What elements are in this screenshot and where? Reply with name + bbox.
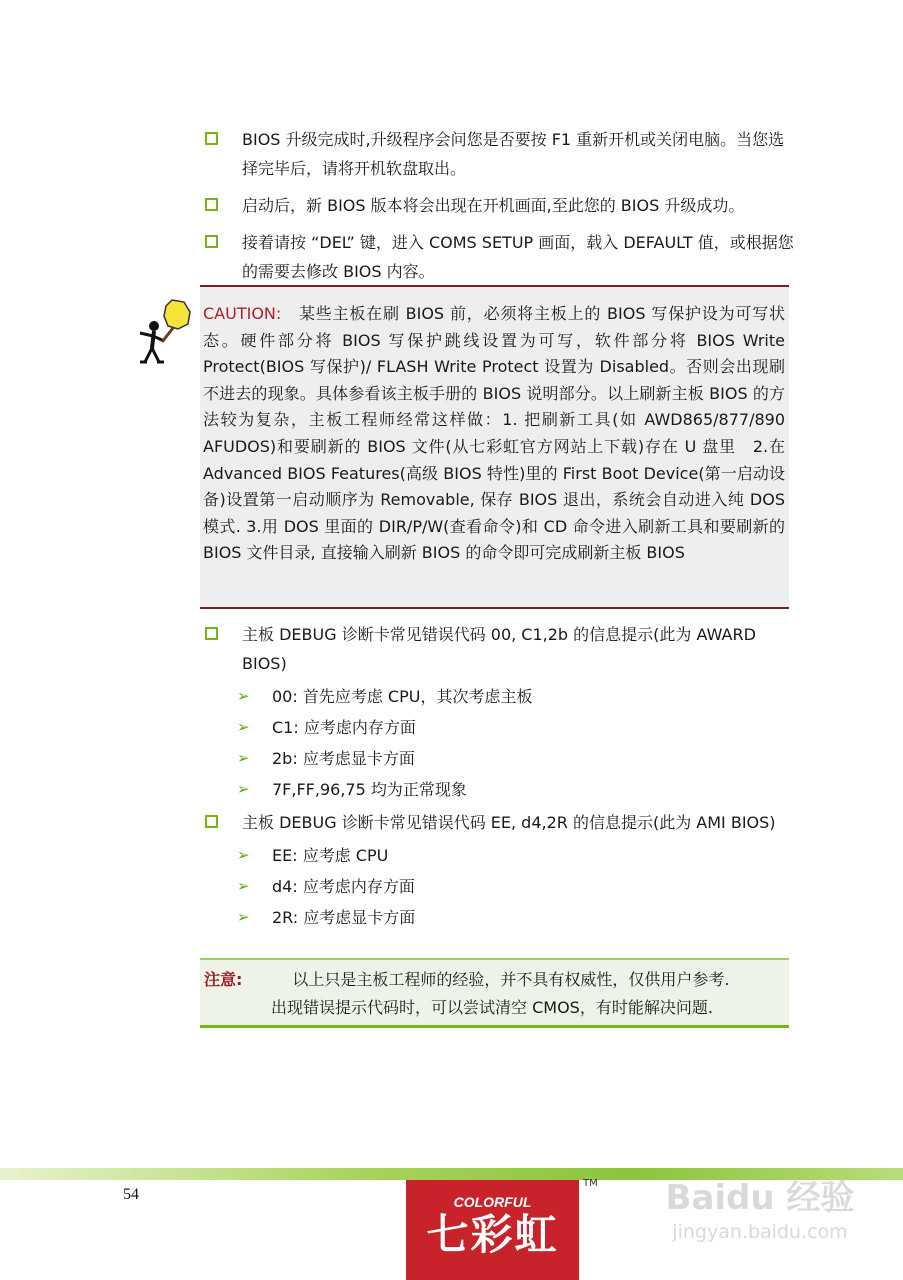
caution-text: 某些主板在刷 BIOS 前，必须将主板上的 BIOS 写保护设为可写状态。硬件部分将 BIOS 写保护跳线设置为可写，软件部分将 BIOS Write Protect(BIOS 写保护)/ FLASH Write Protect 设置为 Disabled。否则会出现刷不进去的现象。具体参看该主板手册的 BIOS 说明部分。以上刷新主板 BIOS 的方法较为复杂，主板工程师经常这样做：1. 把刷新工具(如 AWD865/877/890 AFUDOS)和要刷新的 BIOS 文件(从七彩虹官方网站上下载)存在 U 盘里 2.在 Advanced BIOS Features(高级 BIOS 特性)里的 First Boot Device(第一启动设备)设置第一启动顺序为 Removable, 保存 BIOS 退出，系统会自动进入纯 DOS 模式. 3.用 DOS 里面的 DIR/P/W(查看命令)和 CD 命令进入刷新工具和要刷新的 BIOS 文件目录, 直接输入刷新 BIOS 的命令即可完成刷新主板 BIOS xyxy=(203,304,785,563)
debug-code-text: C1: 应考虑内存方面 xyxy=(272,718,416,737)
list-item xyxy=(205,125,797,183)
checkbox-square-icon xyxy=(205,627,218,640)
list-item xyxy=(205,840,797,871)
checkbox-square-icon xyxy=(205,815,218,828)
list-item-text: 接着请按 “DEL” 键，进入 COMS SETUP 画面，载入 DEFAULT 值，或根据您的需要去修改 BIOS 内容。 xyxy=(242,233,794,281)
note-line-1 xyxy=(204,966,785,994)
list-item-text: 启动后，新 BIOS 版本将会出现在开机画面,至此您的 BIOS 升级成功。 xyxy=(242,196,745,215)
top-bullet-list xyxy=(205,125,797,286)
arrow-right-icon: ➢ xyxy=(237,749,250,767)
debug-code-text: EE: 应考虑 CPU xyxy=(272,846,389,865)
logo-chinese-text: 七彩虹 xyxy=(426,1210,559,1259)
debug-ami-list xyxy=(205,808,797,933)
colorful-logo xyxy=(406,1180,579,1280)
list-item xyxy=(205,712,797,743)
caution-box xyxy=(200,285,789,609)
note-text-2: 出现错误提示代码时，可以尝试清空 CMOS，有时能解决问题. xyxy=(271,998,713,1017)
page-number: 54 xyxy=(123,1186,139,1203)
arrow-right-icon: ➢ xyxy=(237,780,250,798)
note-line-2 xyxy=(204,994,785,1022)
debug-code-text: 00: 首先应考虑 CPU，其次考虑主板 xyxy=(272,687,533,706)
arrow-right-icon: ➢ xyxy=(237,846,250,864)
baidu-watermark xyxy=(640,1150,880,1260)
debug-code-text: 2R: 应考虑显卡方面 xyxy=(272,908,416,927)
note-box xyxy=(200,958,789,1028)
arrow-right-icon: ➢ xyxy=(237,908,250,926)
debug-code-text: 2b: 应考虑显卡方面 xyxy=(272,749,415,768)
checkbox-square-icon xyxy=(205,235,218,248)
debug-code-text: d4: 应考虑内存方面 xyxy=(272,877,415,896)
arrow-right-icon: ➢ xyxy=(237,687,250,705)
list-item xyxy=(205,871,797,902)
debug-award-title: 主板 DEBUG 诊断卡常见错误代码 00, C1,2b 的信息提示(此为 AWARD BIOS) xyxy=(242,625,756,673)
list-item xyxy=(205,228,797,286)
list-item xyxy=(205,191,797,220)
note-text-1: 以上只是主板工程师的经验，并不具有权威性，仅供用户参考. xyxy=(292,970,730,989)
caution-figure-icon xyxy=(128,298,198,368)
arrow-right-icon: ➢ xyxy=(237,877,250,895)
note-label: 注意: xyxy=(204,970,243,989)
debug-award-list xyxy=(205,620,797,805)
arrow-right-icon: ➢ xyxy=(237,718,250,736)
debug-code-text: 7F,FF,96,75 均为正常现象 xyxy=(272,780,467,799)
logo-english-text: COLORFUL xyxy=(453,1194,532,1210)
list-item xyxy=(205,774,797,805)
list-item-text: BIOS 升级完成时,升级程序会问您是否要按 F1 重新开机或关闭电脑。当您选择完毕后，请将开机软盘取出。 xyxy=(242,130,785,178)
list-item xyxy=(205,743,797,774)
list-item xyxy=(205,620,797,678)
watermark-main-text: Baidu 经验 xyxy=(665,1178,855,1218)
list-item xyxy=(205,902,797,933)
list-item xyxy=(205,808,797,837)
trademark-mark: TM xyxy=(583,1178,598,1189)
checkbox-square-icon xyxy=(205,132,218,145)
checkbox-square-icon xyxy=(205,198,218,211)
watermark-url-text: jingyan.baidu.com xyxy=(672,1221,848,1243)
list-item xyxy=(205,681,797,712)
debug-ami-title: 主板 DEBUG 诊断卡常见错误代码 EE, d4,2R 的信息提示(此为 AMI BIOS) xyxy=(242,813,776,832)
caution-label: CAUTION: xyxy=(203,304,282,323)
